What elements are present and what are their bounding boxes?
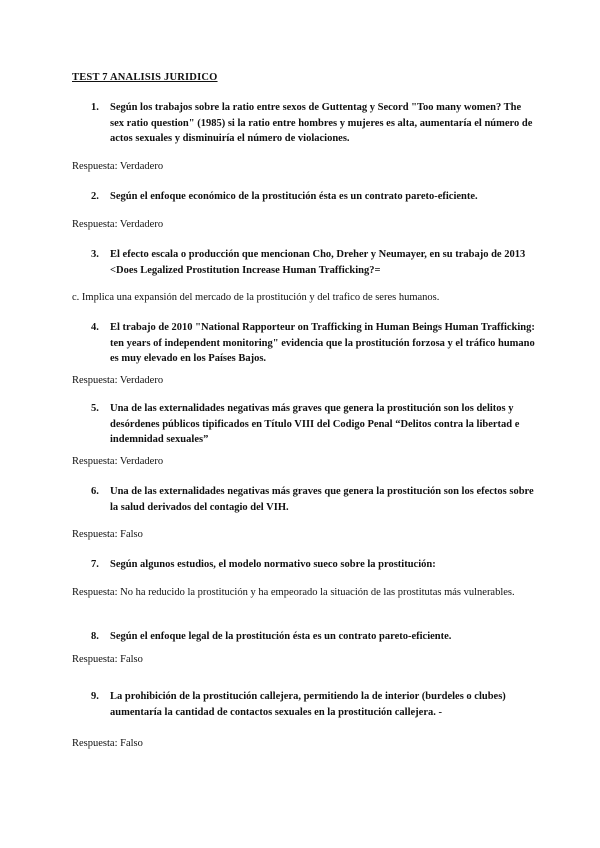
answer-5: Respuesta: Verdadero — [72, 456, 164, 467]
question-number: 3. — [91, 249, 99, 260]
question-text: Según algunos estudios, el modelo normativo sueco sobre la prostitución: — [110, 559, 436, 570]
question-5 — [91, 401, 536, 448]
question-number: 2. — [91, 191, 99, 202]
question-number: 5. — [91, 403, 99, 414]
question-number: 1. — [91, 102, 99, 113]
question-text: Según los trabajos sobre la ratio entre sexos de Guttentag y Secord "Too many women? The sex ratio question" (1985) si la ratio entre hombres y mujeres es alta, aumentaría el número de actos sexuales y disminuiría el número de violaciones. — [110, 102, 533, 144]
answer-8: Respuesta: Falso — [72, 654, 143, 665]
question-2 — [91, 189, 536, 205]
document-title: TEST 7 ANALISIS JURIDICO — [72, 72, 218, 83]
question-1 — [91, 100, 536, 147]
question-text: Según el enfoque legal de la prostitución ésta es un contrato pareto-eficiente. — [110, 631, 452, 642]
question-text: Una de las externalidades negativas más graves que genera la prostitución son los delitos y desórdenes públicos tipificados en Título VIII del Codigo Penal “Delitos contra la libertad e indemnidad sexuales” — [110, 403, 520, 445]
question-8 — [91, 629, 536, 645]
question-9 — [91, 689, 536, 720]
question-number: 8. — [91, 631, 99, 642]
question-6 — [91, 484, 536, 515]
question-4 — [91, 320, 536, 367]
question-text: La prohibición de la prostitución callejera, permitiendo la de interior (burdeles o clubes) aumentaría la cantidad de contactos sexuales en la prostitución callejera. - — [110, 691, 506, 718]
question-text: Una de las externalidades negativas más graves que genera la prostitución son los efectos sobre la salud derivados del contagio del VIH. — [110, 486, 534, 513]
question-7 — [91, 557, 536, 573]
answer-4: Respuesta: Verdadero — [72, 375, 164, 386]
question-3 — [91, 247, 536, 278]
question-number: 4. — [91, 322, 99, 333]
question-number: 9. — [91, 691, 99, 702]
answer-9: Respuesta: Falso — [72, 738, 143, 749]
question-number: 6. — [91, 486, 99, 497]
answer-2: Respuesta: Verdadero — [72, 219, 164, 230]
question-text: El efecto escala o producción que mencionan Cho, Dreher y Neumayer, en su trabajo de 2013 <Does Legalized Prostitution Increase Human Trafficking?= — [110, 249, 526, 276]
answer-1: Respuesta: Verdadero — [72, 161, 164, 172]
answer-6: Respuesta: Falso — [72, 529, 143, 540]
answer-7: Respuesta: No ha reducido la prostitución y ha empeorado la situación de las prostitutas más vulnerables. — [72, 587, 515, 598]
question-text: Según el enfoque económico de la prostitución ésta es un contrato pareto-eficiente. — [110, 191, 478, 202]
question-number: 7. — [91, 559, 99, 570]
answer-3: c. Implica una expansión del mercado de la prostitución y del trafico de seres humanos. — [72, 292, 440, 303]
question-text: El trabajo de 2010 "National Rapporteur on Trafficking in Human Beings Human Trafficking: ten years of independent monitoring" evidencia que la prostitución forzosa y el tráfico humano es muy elevado en los Países Bajos. — [110, 322, 535, 364]
